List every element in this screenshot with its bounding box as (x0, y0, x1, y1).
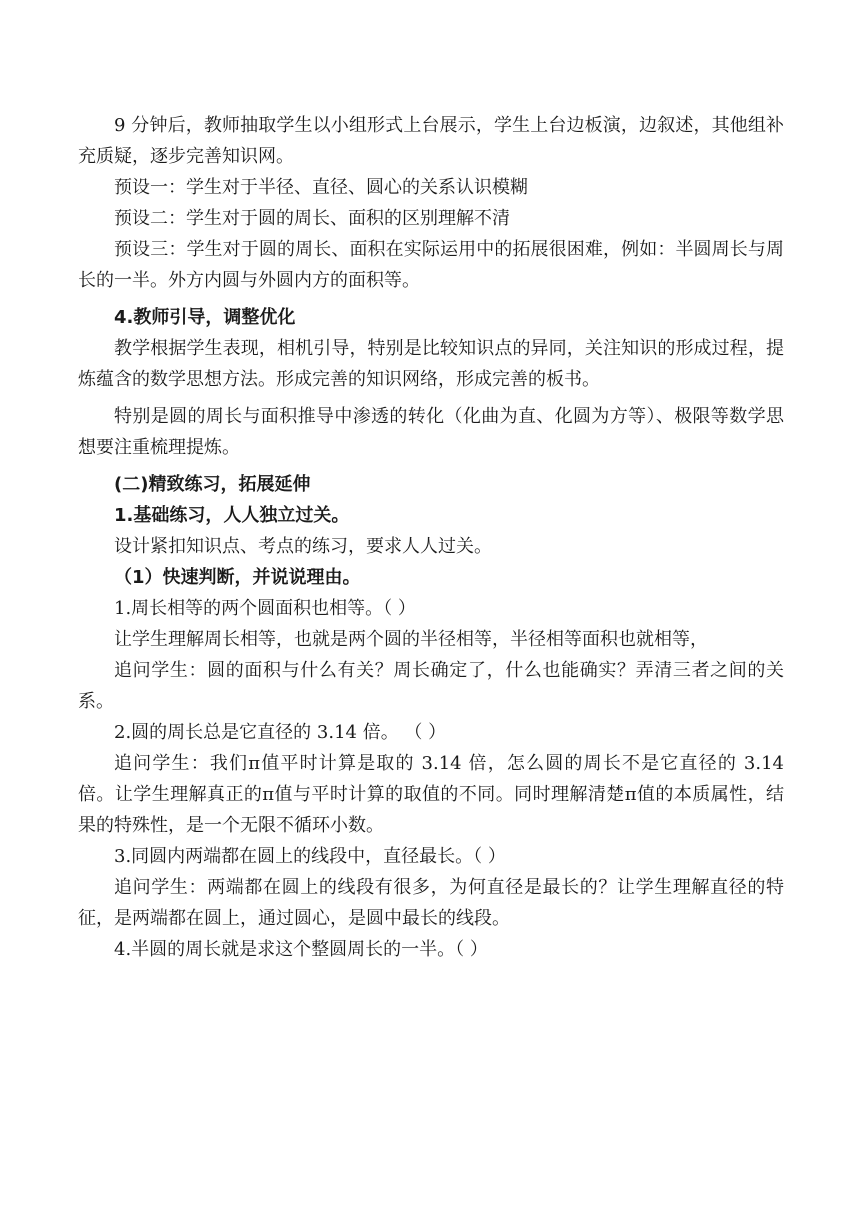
paragraph-10: 设计紧扣知识点、考点的练习，要求人人过关。 (114, 536, 492, 557)
paragraph-2: 预设一：学生对于半径、直径、圆心的关系认识模糊 (114, 177, 528, 198)
paragraph-16: 追问学生：我们π值平时计算是取的 3.14 倍，怎么圆的周长不是它直径的 3.14 倍。让学生理解真正的π值与平时计算的取值的不同。同时理解清楚π值的本质属性，结果的特殊性，是一个无限不循环小数。 (78, 753, 784, 836)
paragraph-7: 特别是圆的周长与面积推导中渗透的转化（化曲为直、化圆为方等）、极限等数学思想要注重梳理提炼。 (78, 406, 784, 458)
paragraph-18: 追问学生：两端都在圆上的线段有很多，为何直径是最长的？让学生理解直径的特征，是两端都在圆上，通过圆心，是圆中最长的线段。 (78, 877, 784, 929)
heading-basic-practice: 1.基础练习，人人独立过关。 (114, 505, 350, 526)
heading-quick-judgment: （1）快速判断，并说说理由。 (114, 567, 361, 588)
heading-teacher-guidance: 4.教师引导，调整优化 (114, 307, 296, 328)
paragraph-6: 教学根据学生表现，相机引导，特别是比较知识点的异同，关注知识的形成过程，提炼蕴含的数学思想方法。形成完善的知识网络，形成完善的板书。 (78, 338, 784, 390)
question-1: 1.周长相等的两个圆面积也相等。（ ） (114, 598, 416, 619)
paragraph-1: 9 分钟后，教师抽取学生以小组形式上台展示，学生上台边板演，边叙述，其他组补充质疑，逐步完善知识网。 (78, 115, 784, 167)
paragraph-3: 预设二：学生对于圆的周长、面积的区别理解不清 (114, 208, 510, 229)
question-2: 2.圆的周长总是它直径的 3.14 倍。 （ ） (114, 722, 447, 743)
paragraph-4: 预设三：学生对于圆的周长、面积在实际运用中的拓展很困难，例如：半圆周长与周长的一半。外方内圆与外圆内方的面积等。 (78, 239, 784, 291)
question-3: 3.同圆内两端都在圆上的线段中，直径最长。（ ） (114, 846, 506, 867)
heading-exercises: (二)精致练习，拓展延伸 (114, 474, 311, 495)
paragraph-13: 让学生理解周长相等，也就是两个圆的半径相等，半径相等面积也就相等， (114, 629, 708, 650)
paragraph-14: 追问学生：圆的面积与什么有关？周长确定了，什么也能确实？弄清三者之间的关系。 (78, 660, 784, 712)
question-4: 4.半圆的周长就是求这个整圆周长的一半。（ ） (114, 939, 488, 960)
